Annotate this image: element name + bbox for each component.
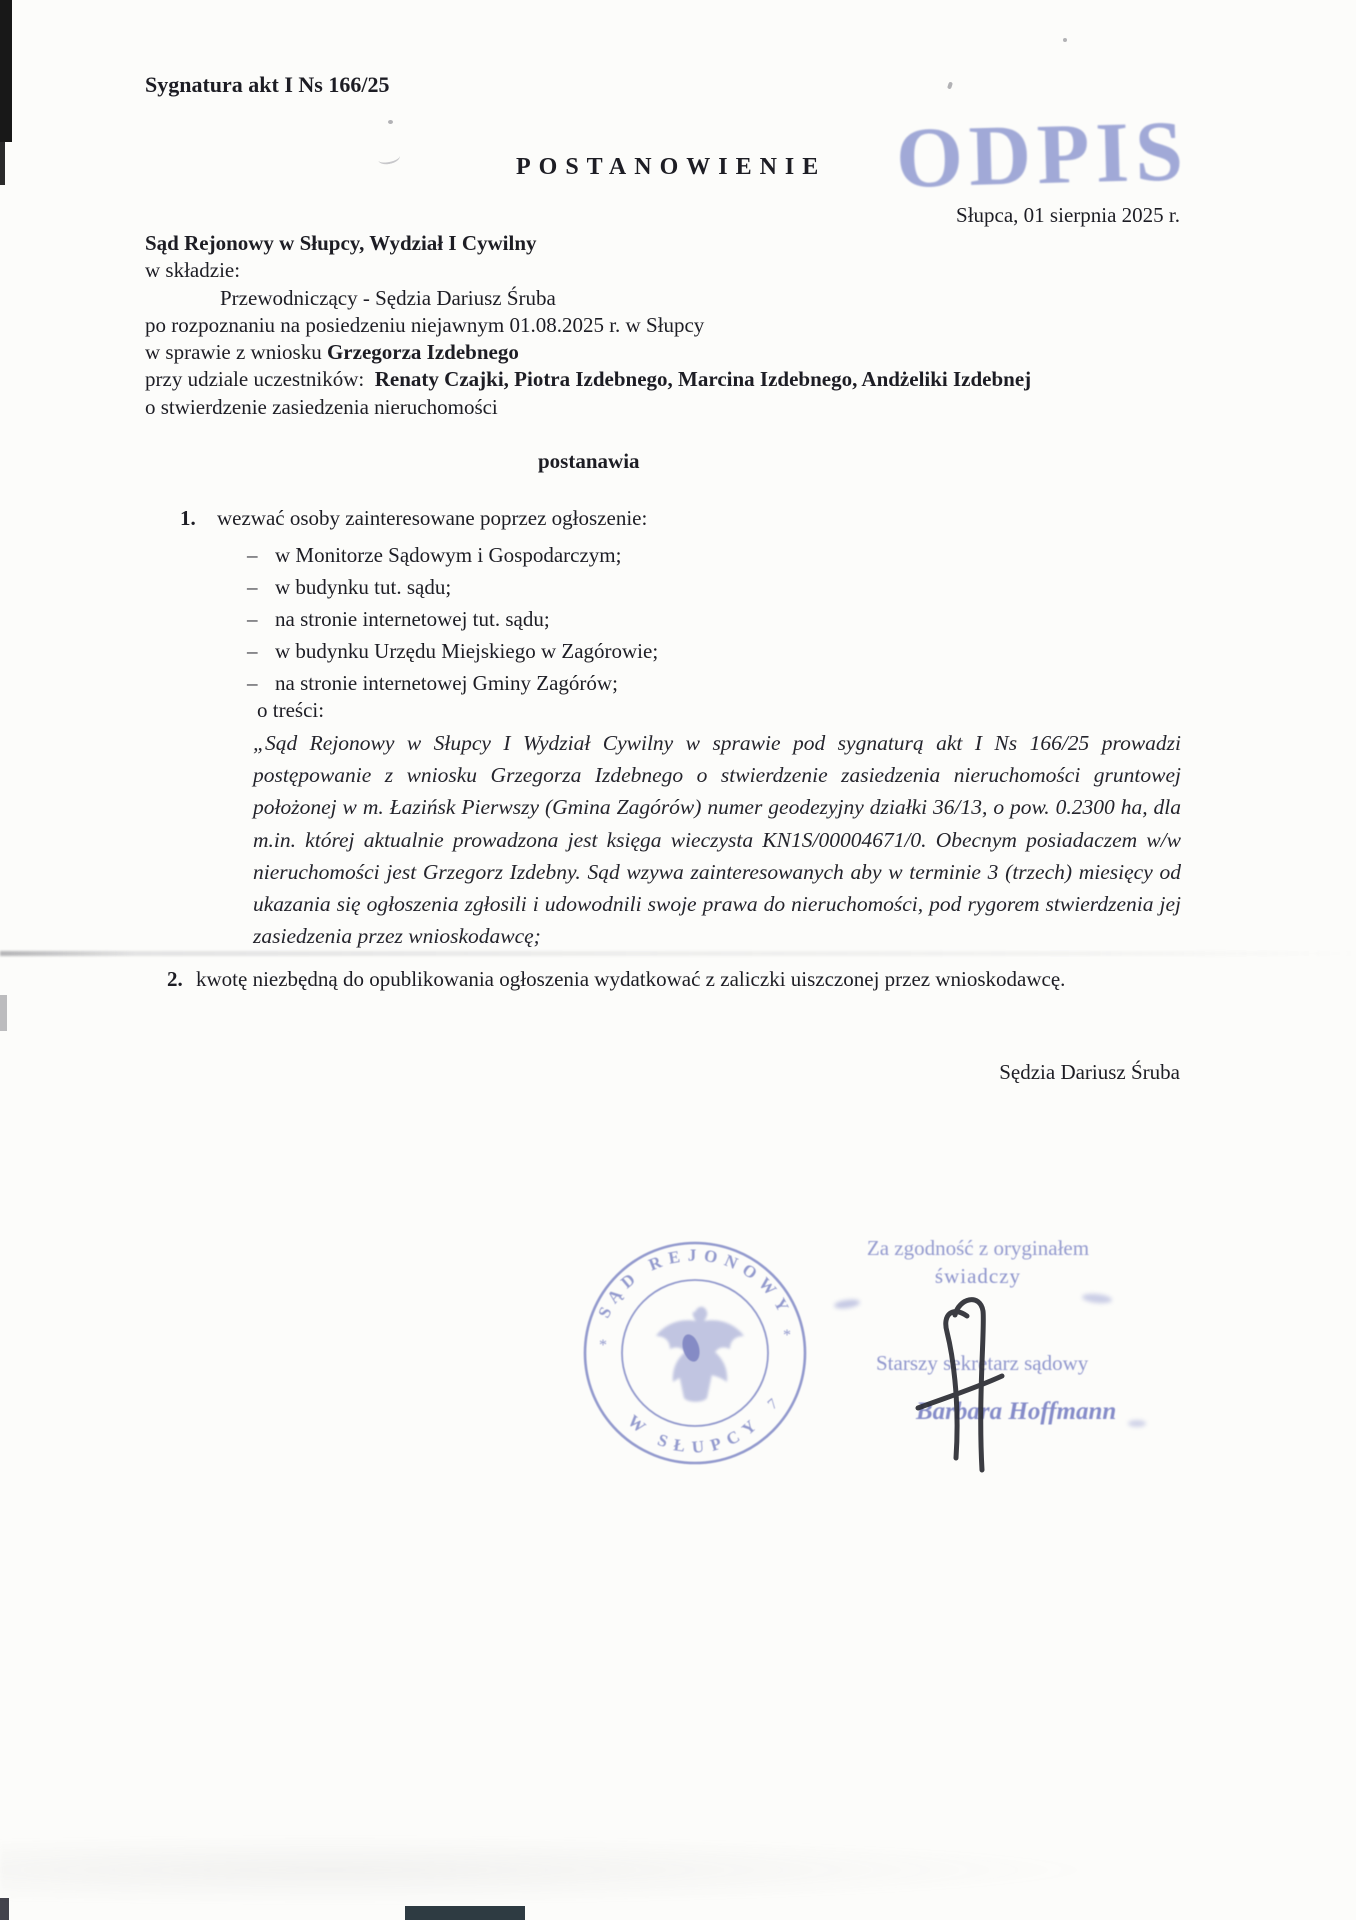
announcement-bullet (247, 639, 658, 664)
certification-line-4: Barbara Hoffmann (916, 1398, 1117, 1425)
bullet-dash: – (247, 607, 258, 631)
case-intro: w sprawie z wniosku (145, 340, 322, 365)
bullet-text: na stronie internetowej Gminy Zagórów; (275, 671, 618, 695)
scan-artifact-left-mark (0, 995, 7, 1031)
bullet-text: w budynku tut. sądu; (275, 575, 452, 599)
scan-haze (0, 1835, 1100, 1905)
seal-star-left: * (599, 1337, 607, 1354)
bullet-dash: – (247, 639, 258, 663)
scan-artifact-bottom-bar (405, 1906, 525, 1920)
bullet-text: w Monitorze Sądowym i Gospodarczym; (275, 543, 622, 567)
case-subject: o stwierdzenie zasiedzenia nieruchomości (145, 394, 498, 419)
certification-line-3: Starszy sekretarz sądowy (876, 1351, 1089, 1375)
decision-heading: postanawia (538, 449, 640, 473)
scan-speck (947, 82, 953, 90)
bullet-dash: – (247, 575, 258, 599)
signature-stroke (918, 1300, 1002, 1470)
scan-speck (1063, 38, 1067, 42)
scan-speck (388, 120, 393, 124)
case-number: Sygnatura akt I Ns 166/25 (145, 72, 390, 97)
certification-line-2: świadczy (934, 1264, 1022, 1288)
bullet-dash: – (247, 671, 258, 695)
announcement-quote: „Sąd Rejonowy w Słupcy I Wydział Cywilny w sprawie pod sygnaturą akt I Ns 166/25 prowadzi postępowanie z wniosku Grzegorza Izdebnego o stwierdzenie zasiedzenia nieruchomości gruntowej położonej w m. Łazińsk Pierwszy (Gmina Zagórów) numer geodezyjny działki 36/13, o pow. 0.2300 ha, dla m.in. której aktualnie prowadzona jest księga wieczysta KN1S/00004671/0. Obecnym posiadaczem w/w nieruchomości jest Grzegorz Izdebny. Sąd wzywa zainteresowanych aby w terminie 3 (trzech) miesięcy od ukazania się ogłoszenia zgłosili i udowodnili swoje prawa do nieruchomości, pod rygorem stwierdzenia jej zasiedzenia przez wnioskodawcę; (253, 731, 1181, 949)
judge-signature: Sędzia Dariusz Śruba (999, 1060, 1180, 1084)
decision-item-1-text: wezwać osoby zainteresowane poprzez ogłoszenie: (217, 506, 648, 530)
stamp-smudge (834, 1298, 861, 1310)
scan-artifact-top-left-bar (0, 0, 12, 142)
decision-item-1-number: 1. (180, 506, 196, 530)
bullet-text: w budynku Urzędu Miejskiego w Zagórowie; (275, 639, 659, 663)
decision-item-2-number: 2. (167, 967, 183, 991)
presiding-judge-line: Przewodniczący - Sędzia Dariusz Śruba (220, 285, 556, 310)
svg-text:SĄD REJONOWY (594, 1246, 796, 1321)
composition-label: w składzie: (145, 258, 241, 283)
bullet-dash: – (247, 543, 258, 567)
seal-number: 7 (764, 1396, 782, 1413)
court-round-seal (580, 1238, 810, 1468)
odpis-stamp: ODPIS (894, 102, 1191, 206)
bullet-text: na stronie internetowej tut. sądu; (275, 607, 550, 631)
announcement-bullet (247, 543, 621, 568)
eagle-icon (656, 1307, 744, 1402)
stamp-smudge (1128, 1420, 1146, 1427)
seal-star-right: * (783, 1327, 791, 1344)
participants-intro: przy udziale uczestników: (145, 367, 365, 392)
stamp-smudge (1082, 1292, 1113, 1304)
content-label: o treści: (257, 698, 325, 722)
seal-bottom-text: W SŁUPCY (623, 1411, 766, 1457)
case-line (145, 339, 1185, 366)
decision-item-2-text: kwotę niezbędną do opublikowania ogłoszenia wydatkować z zaliczki uiszczonej przez wnioskodawcę. (196, 967, 1066, 991)
hearing-line: po rozpoznaniu na posiedzeniu niejawnym 01.08.2025 r. w Słupcy (145, 312, 705, 337)
scan-speck (377, 150, 401, 166)
participants-names: Renaty Czajki, Piotra Izdebnego, Marcina Izdebnego, Andżeliki Izdebnej (374, 367, 1032, 392)
announcement-bullet (247, 671, 618, 696)
court-header (145, 230, 1185, 421)
handwritten-signature (890, 1278, 1070, 1488)
participants-line (145, 366, 1185, 393)
date-line: Słupca, 01 sierpnia 2025 r. (956, 203, 1180, 227)
applicant-name: Grzegorza Izdebnego (326, 340, 519, 365)
certification-line-1: Za zgodność z oryginałem (866, 1236, 1090, 1260)
seal-top-text: SĄD REJONOWY (594, 1245, 796, 1321)
document-title: POSTANOWIENIE (516, 154, 827, 180)
court-name: Sąd Rejonowy w Słupcy, Wydział I Cywilny (145, 231, 537, 255)
announcement-bullet (247, 607, 550, 632)
announcement-bullet (247, 575, 451, 600)
